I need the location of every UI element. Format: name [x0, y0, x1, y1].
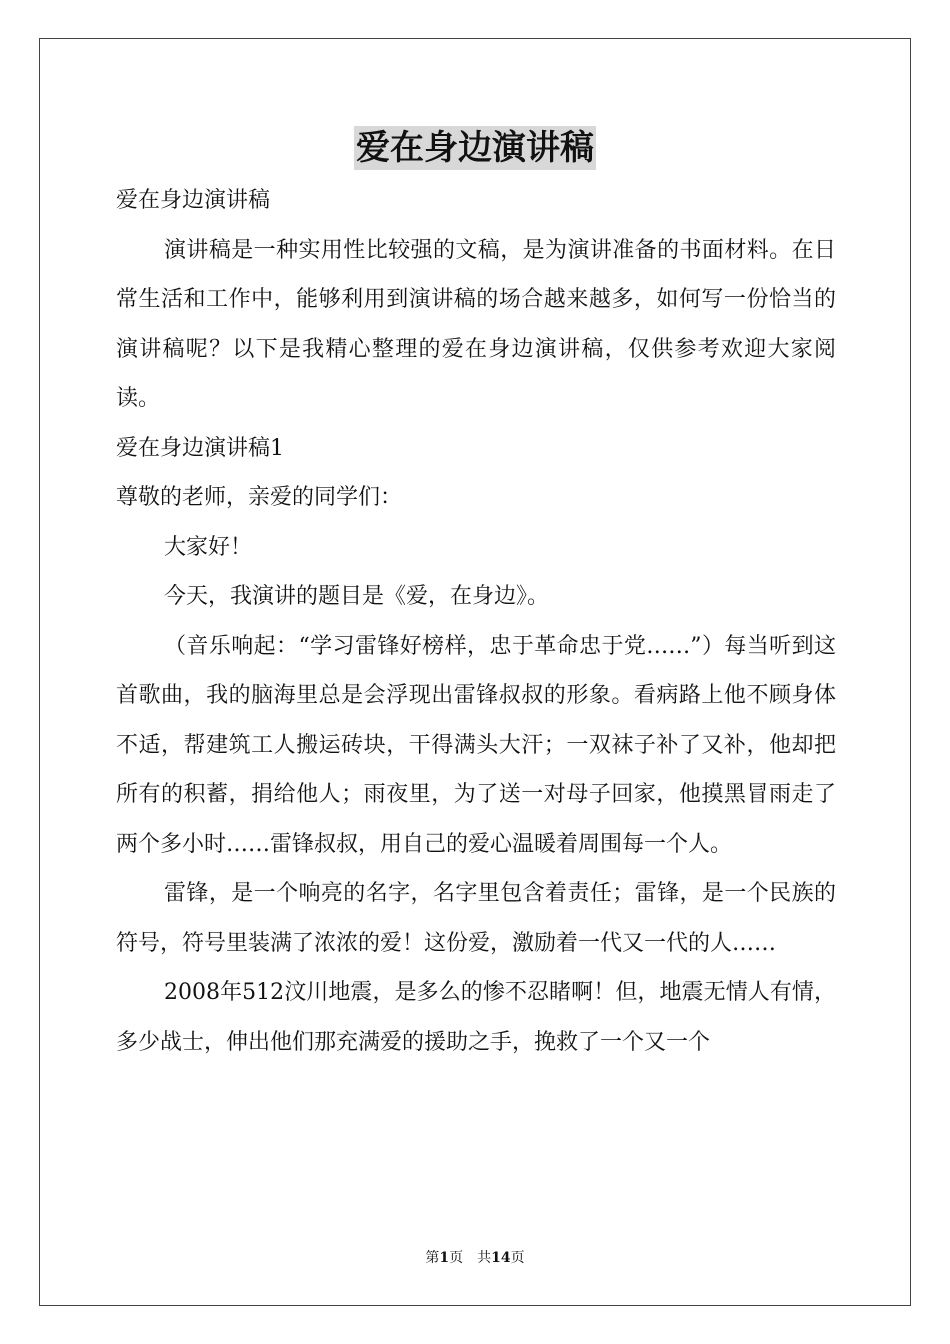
- paragraph: 今天，我演讲的题目是《爱，在身边》。: [164, 584, 550, 609]
- paragraph: 雷锋，是一个响亮的名字，名字里包含着责任；雷锋，是一个民族的符号，符号里装满了浓浓的爱！这份爱，激励着一代又一代的人……: [116, 881, 836, 956]
- paragraph: 2008年512汶川地震，是多么的惨不忍睹啊！但，地震无情人有情，多少战士，伸出他们那充满爱的援助之手，挽救了一个又一个: [116, 980, 836, 1055]
- page-prefix: 第: [425, 1250, 440, 1266]
- title-area: [0, 126, 950, 170]
- page-unit: 页: [449, 1250, 464, 1266]
- document-title: 爱在身边演讲稿: [356, 128, 594, 168]
- paragraph: 爱在身边演讲稿1: [116, 435, 284, 461]
- total-prefix: 共: [477, 1250, 492, 1266]
- paragraph: （音乐响起：“学习雷锋好榜样，忠于革命忠于党……”）每当听到这首歌曲，我的脑海里总是会浮现出雷锋叔叔的形象。看病路上他不顾身体不适，帮建筑工人搬运砖块，干得满头大汗；一双袜子补了又补，他却把所有的积蓄，捐给他人；雨夜里，为了送一对母子回家，他摸黑冒雨走了两个多小时……雷锋叔叔，用自己的爱心温暖着周围每一个人。: [116, 633, 836, 857]
- page-footer: [0, 1248, 950, 1268]
- paragraph: 大家好！: [164, 534, 253, 560]
- paragraph: 爱在身边演讲稿: [116, 188, 271, 213]
- total-unit: 页: [510, 1250, 525, 1266]
- paragraph: 演讲稿是一种实用性比较强的文稿，是为演讲准备的书面材料。在日常生活和工作中，能够利用到演讲稿的场合越来越多，如何写一份恰当的演讲稿呢？以下是我精心整理的爱在身边演讲稿，仅供参考欢迎大家阅读。: [116, 237, 836, 411]
- page-total: 14: [491, 1250, 511, 1266]
- page-current: 1: [439, 1250, 450, 1266]
- document-body: [116, 176, 836, 1067]
- paragraph: 尊敬的老师，亲爱的同学们：: [116, 485, 403, 510]
